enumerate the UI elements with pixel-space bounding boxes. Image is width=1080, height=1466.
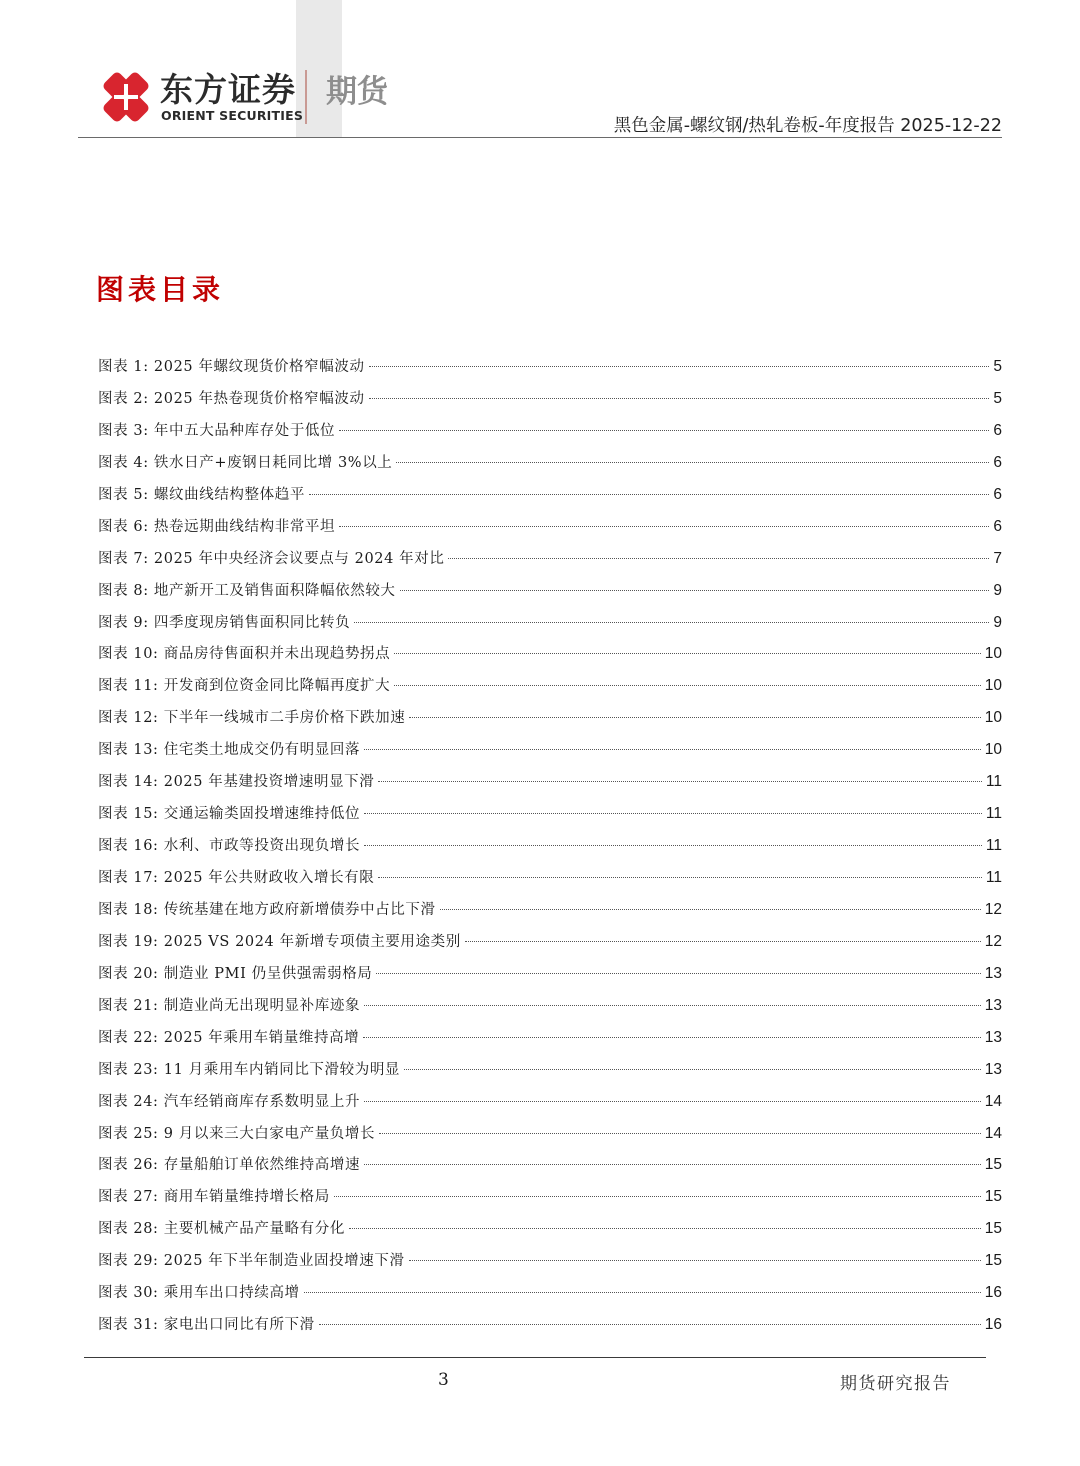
toc-dot-leader <box>349 1228 981 1229</box>
toc-entry[interactable] <box>98 1278 1002 1310</box>
toc-entry[interactable] <box>98 608 1002 640</box>
toc-entry[interactable] <box>98 544 1002 576</box>
toc-entry[interactable] <box>98 831 1002 863</box>
toc-entry-page: 15 <box>984 1156 1002 1174</box>
toc-entry[interactable] <box>98 448 1002 480</box>
toc-dot-leader <box>394 685 980 686</box>
toc-entry[interactable] <box>98 735 1002 767</box>
toc-dot-leader <box>364 749 981 750</box>
header-divider <box>305 70 307 124</box>
toc-entry-label: 图表 21: 制造业尚无出现明显补库迹象 <box>98 997 361 1014</box>
toc-entry-page: 14 <box>984 1124 1002 1142</box>
toc-entry[interactable] <box>98 1023 1002 1055</box>
toc-entry-label: 图表 13: 住宅类土地成交仍有明显回落 <box>98 742 361 759</box>
toc-entry-label: 图表 19: 2025 VS 2024 年新增专项债主要用途类别 <box>98 933 461 950</box>
toc-entry[interactable] <box>98 1246 1002 1278</box>
toc-entry-label: 图表 9: 四季度现房销售面积同比转负 <box>98 614 351 631</box>
toc-entry-label: 图表 11: 开发商到位资金同比降幅再度扩大 <box>98 678 391 695</box>
toc-entry-page: 9 <box>993 613 1002 631</box>
toc-dot-leader <box>339 526 989 527</box>
division-label: 期货 <box>326 74 388 110</box>
report-meta: 黑色金属-螺纹钢/热轧卷板-年度报告 2025-12-22 <box>613 116 1002 136</box>
toc-entry-label: 图表 7: 2025 年中央经济会议要点与 2024 年对比 <box>98 550 445 567</box>
toc-entry[interactable] <box>98 959 1002 991</box>
toc-entry-page: 5 <box>993 389 1002 407</box>
toc-entry[interactable] <box>98 416 1002 448</box>
toc-entry[interactable] <box>98 1150 1002 1182</box>
toc-entry-page: 6 <box>993 485 1002 503</box>
toc-dot-leader <box>364 1164 981 1165</box>
toc-entry[interactable] <box>98 384 1002 416</box>
toc-entry-label: 图表 27: 商用车销量维持增长格局 <box>98 1189 330 1206</box>
toc-entry[interactable] <box>98 1214 1002 1246</box>
toc-entry[interactable] <box>98 1310 1002 1342</box>
toc-dot-leader <box>440 909 981 910</box>
toc-entry-page: 10 <box>984 677 1002 695</box>
toc-entry[interactable] <box>98 576 1002 608</box>
toc-dot-leader <box>354 622 989 623</box>
toc-dot-leader <box>334 1196 981 1197</box>
toc-entry[interactable] <box>98 352 1002 384</box>
toc-list <box>98 352 1002 1342</box>
toc-entry[interactable] <box>98 639 1002 671</box>
toc-entry-page: 15 <box>984 1252 1002 1270</box>
footer-label: 期货研究报告 <box>840 1374 951 1394</box>
header-rule <box>78 137 1002 138</box>
toc-entry-page: 15 <box>984 1188 1002 1206</box>
toc-entry-page: 11 <box>985 805 1002 823</box>
toc-dot-leader <box>319 1324 981 1325</box>
footer-rule <box>84 1357 986 1358</box>
toc-dot-leader <box>465 941 981 942</box>
toc-entry-label: 图表 6: 热卷远期曲线结构非常平坦 <box>98 518 336 535</box>
page-number: 3 <box>438 1370 449 1390</box>
toc-entry[interactable] <box>98 1182 1002 1214</box>
toc-entry-label: 图表 25: 9 月以来三大白家电产量负增长 <box>98 1125 376 1142</box>
toc-entry-label: 图表 29: 2025 年下半年制造业固投增速下滑 <box>98 1253 405 1270</box>
toc-entry-page: 12 <box>984 900 1002 918</box>
toc-entry-label: 图表 2: 2025 年热卷现货价格窄幅波动 <box>98 390 365 407</box>
toc-entry[interactable] <box>98 703 1002 735</box>
toc-entry-label: 图表 30: 乘用车出口持续高增 <box>98 1285 300 1302</box>
toc-dot-leader <box>394 653 980 654</box>
toc-dot-leader <box>339 430 989 431</box>
toc-dot-leader <box>396 462 989 463</box>
toc-entry-page: 6 <box>993 453 1002 471</box>
toc-entry[interactable] <box>98 1055 1002 1087</box>
toc-entry-label: 图表 31: 家电出口同比有所下滑 <box>98 1317 315 1334</box>
toc-entry-label: 图表 22: 2025 年乘用车销量维持高增 <box>98 1029 360 1046</box>
toc-dot-leader <box>364 1005 981 1006</box>
toc-dot-leader <box>363 1037 980 1038</box>
toc-entry-label: 图表 12: 下半年一线城市二手房价格下跌加速 <box>98 710 406 727</box>
toc-entry[interactable] <box>98 1119 1002 1151</box>
toc-entry[interactable] <box>98 927 1002 959</box>
toc-entry-label: 图表 24: 汽车经销商库存系数明显上升 <box>98 1093 361 1110</box>
toc-entry[interactable] <box>98 863 1002 895</box>
toc-entry-page: 13 <box>984 1060 1002 1078</box>
orient-securities-logo-icon <box>100 68 152 126</box>
toc-entry-label: 图表 14: 2025 年基建投资增速明显下滑 <box>98 774 375 791</box>
toc-entry-label: 图表 28: 主要机械产品产量略有分化 <box>98 1221 345 1238</box>
toc-entry[interactable] <box>98 671 1002 703</box>
toc-title: 图表目录 <box>96 273 225 306</box>
toc-entry-page: 11 <box>985 837 1002 855</box>
toc-entry-label: 图表 8: 地产新开工及销售面积降幅依然较大 <box>98 582 396 599</box>
toc-entry-page: 13 <box>984 1028 1002 1046</box>
toc-entry-label: 图表 20: 制造业 PMI 仍呈供强需弱格局 <box>98 965 373 982</box>
toc-dot-leader <box>378 877 982 878</box>
toc-entry-label: 图表 15: 交通运输类固投增速维持低位 <box>98 806 361 823</box>
brand-name-cn: 东方证券 <box>160 70 296 109</box>
toc-entry-label: 图表 18: 传统基建在地方政府新增债券中占比下滑 <box>98 901 436 918</box>
toc-entry[interactable] <box>98 480 1002 512</box>
toc-dot-leader <box>409 1260 981 1261</box>
toc-dot-leader <box>304 1292 981 1293</box>
toc-entry-label: 图表 23: 11 月乘用车内销同比下滑较为明显 <box>98 1061 401 1078</box>
toc-dot-leader <box>364 1101 981 1102</box>
toc-entry-label: 图表 26: 存量船舶订单依然维持高增速 <box>98 1157 361 1174</box>
toc-dot-leader <box>364 813 982 814</box>
toc-entry[interactable] <box>98 799 1002 831</box>
toc-dot-leader <box>309 494 989 495</box>
toc-entry-label: 图表 4: 铁水日产+废钢日耗同比增 3%以上 <box>98 454 393 471</box>
toc-entry-page: 16 <box>984 1316 1002 1334</box>
toc-entry-label: 图表 1: 2025 年螺纹现货价格窄幅波动 <box>98 359 365 375</box>
toc-dot-leader <box>379 1133 981 1134</box>
toc-entry-page: 6 <box>993 421 1002 439</box>
toc-entry-page: 9 <box>993 581 1002 599</box>
toc-entry-page: 10 <box>984 645 1002 663</box>
toc-dot-leader <box>364 845 982 846</box>
toc-dot-leader <box>369 366 990 367</box>
toc-entry-page: 11 <box>985 869 1002 886</box>
toc-entry-label: 图表 16: 水利、市政等投资出现负增长 <box>98 838 361 855</box>
toc-entry[interactable] <box>98 512 1002 544</box>
toc-dot-leader <box>448 558 989 559</box>
toc-entry-page: 13 <box>984 996 1002 1014</box>
toc-entry-page: 13 <box>984 964 1002 982</box>
toc-entry-label: 图表 3: 年中五大品种库存处于低位 <box>98 422 336 439</box>
toc-dot-leader <box>378 781 982 782</box>
toc-entry-page: 10 <box>984 709 1002 727</box>
toc-entry-page: 14 <box>984 1092 1002 1110</box>
toc-entry-label: 图表 17: 2025 年公共财政收入增长有限 <box>98 870 375 886</box>
toc-dot-leader <box>404 1069 981 1070</box>
toc-dot-leader <box>409 717 980 718</box>
toc-entry-page: 15 <box>984 1220 1002 1238</box>
brand-name-en: ORIENT SECURITIES <box>161 108 304 123</box>
toc-entry-label: 图表 10: 商品房待售面积并未出现趋势拐点 <box>98 646 391 663</box>
toc-entry-page: 16 <box>984 1284 1002 1302</box>
toc-entry-page: 6 <box>993 517 1002 535</box>
toc-dot-leader <box>376 973 980 974</box>
toc-dot-leader <box>400 590 990 591</box>
toc-entry[interactable] <box>98 895 1002 927</box>
toc-dot-leader <box>369 398 990 399</box>
toc-entry-page: 11 <box>985 773 1002 791</box>
toc-entry[interactable] <box>98 767 1002 799</box>
toc-entry[interactable] <box>98 1087 1002 1119</box>
toc-entry-page: 7 <box>993 549 1002 567</box>
toc-entry-page: 5 <box>993 358 1002 375</box>
toc-entry-page: 10 <box>984 741 1002 759</box>
toc-entry[interactable] <box>98 991 1002 1023</box>
toc-entry-label: 图表 5: 螺纹曲线结构整体趋平 <box>98 486 305 503</box>
toc-entry-page: 12 <box>984 932 1002 950</box>
